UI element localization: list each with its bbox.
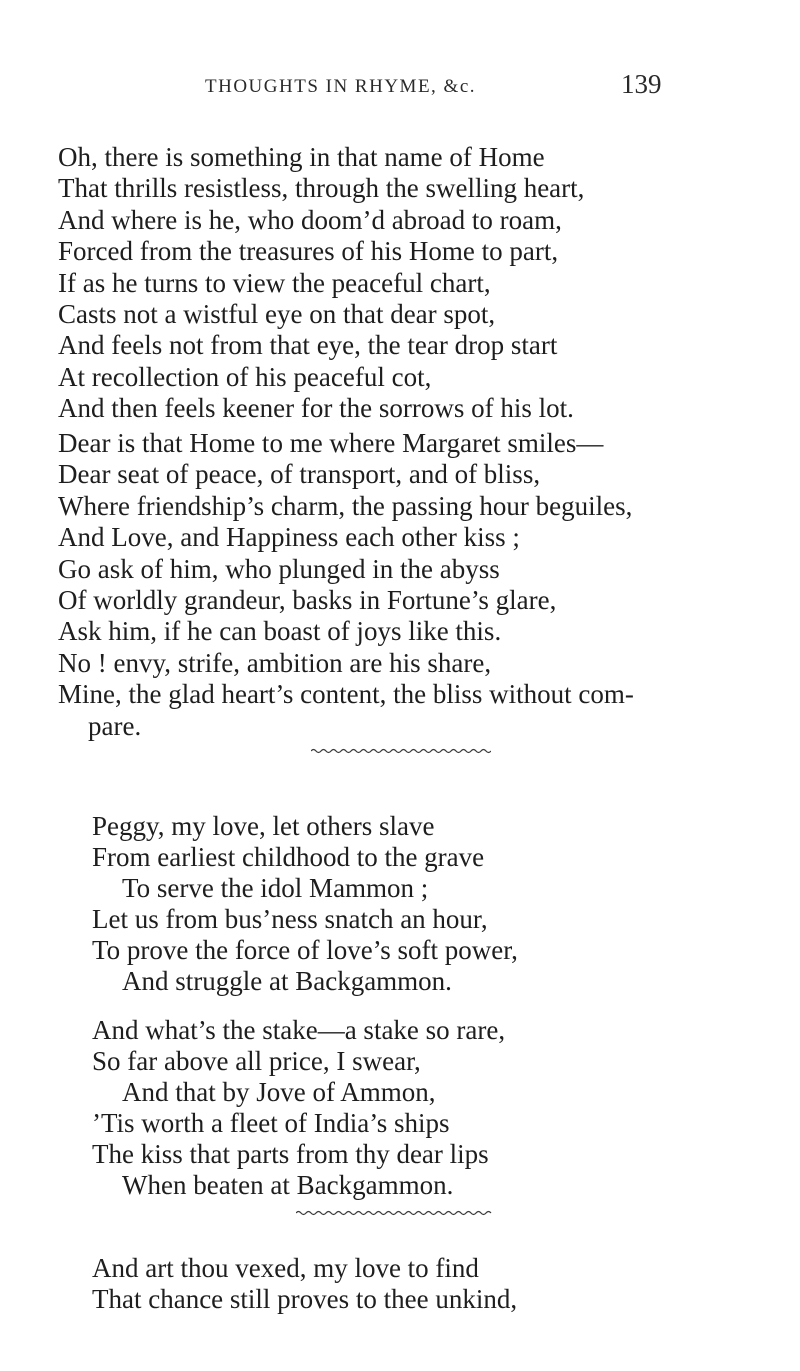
verse-line: Casts not a wistful eye on that dear spot, (58, 299, 496, 330)
verse-line: And then feels keener for the sorrows of his lot. (58, 393, 574, 424)
verse-line: If as he turns to view the peaceful chart, (58, 267, 491, 298)
verse-line: At recollection of his peaceful cot, (58, 361, 432, 392)
verse-line: pare. (88, 710, 142, 741)
page-number: 139 (621, 69, 662, 99)
verse-line: And art thou vexed, my love to find (92, 1253, 479, 1283)
stanza-home-1 (58, 142, 584, 425)
wavy-rule-graphic (311, 748, 491, 754)
verse-line: Of worldly grandeur, basks in Fortune’s glare, (58, 585, 557, 616)
verse-line: And what’s the stake—a stake so rare, (92, 1015, 506, 1045)
verse-line: Oh, there is something in that name of Home (58, 142, 545, 172)
verse-line: ’Tis worth a fleet of India’s ships (92, 1108, 450, 1138)
verse-line: Dear seat of peace, of transport, and of bliss, (58, 459, 541, 490)
verse-line: Go ask of him, who plunged in the abyss (58, 553, 500, 584)
verse-line: Forced from the treasures of his Home to part, (58, 236, 559, 267)
verse-line: The kiss that parts from thy dear lips (92, 1139, 489, 1169)
verse-line: To prove the force of love’s soft power, (92, 935, 518, 965)
verse-line: To serve the idol Mammon ; (122, 873, 429, 903)
verse-line: From earliest childhood to the grave (92, 842, 485, 872)
verse-line: And where is he, who doom’d abroad to roam, (58, 204, 562, 235)
verse-line: That thrills resistless, through the swelling heart, (58, 173, 585, 204)
verse-line: And that by Jove of Ammon, (122, 1077, 436, 1107)
verse-line: Let us from bus’ness snatch an hour, (92, 904, 488, 934)
stanza-backgammon-1 (92, 811, 518, 997)
verse-line: That chance still proves to thee unkind, (92, 1284, 518, 1314)
verse-line: No ! envy, strife, ambition are his share, (58, 647, 492, 678)
running-title: THOUGHTS IN RHYME, &c. (205, 76, 477, 97)
wavy-divider (311, 748, 491, 754)
verse-line: Peggy, my love, let others slave (92, 811, 435, 841)
verse-line: Mine, the glad heart’s content, the bliss without com- (58, 679, 634, 710)
verse-line: So far above all price, I swear, (92, 1046, 421, 1076)
verse-line: Where friendship’s charm, the passing hour beguiles, (58, 490, 633, 521)
verse-line: Ask him, if he can boast of joys like this. (58, 616, 502, 647)
stanza-chance-1 (92, 1253, 517, 1315)
verse-line: And feels not from that eye, the tear drop start (58, 330, 558, 361)
verse-line: And Love, and Happiness each other kiss ; (58, 522, 520, 553)
wavy-divider (296, 1210, 492, 1216)
stanza-home-2 (58, 428, 634, 742)
stanza-backgammon-2 (92, 1015, 505, 1201)
wavy-rule-graphic (296, 1210, 492, 1216)
verse-line: Dear is that Home to me where Margaret smiles— (58, 428, 604, 458)
verse-line: When beaten at Backgammon. (122, 1170, 454, 1200)
verse-line: And struggle at Backgammon. (122, 966, 452, 996)
